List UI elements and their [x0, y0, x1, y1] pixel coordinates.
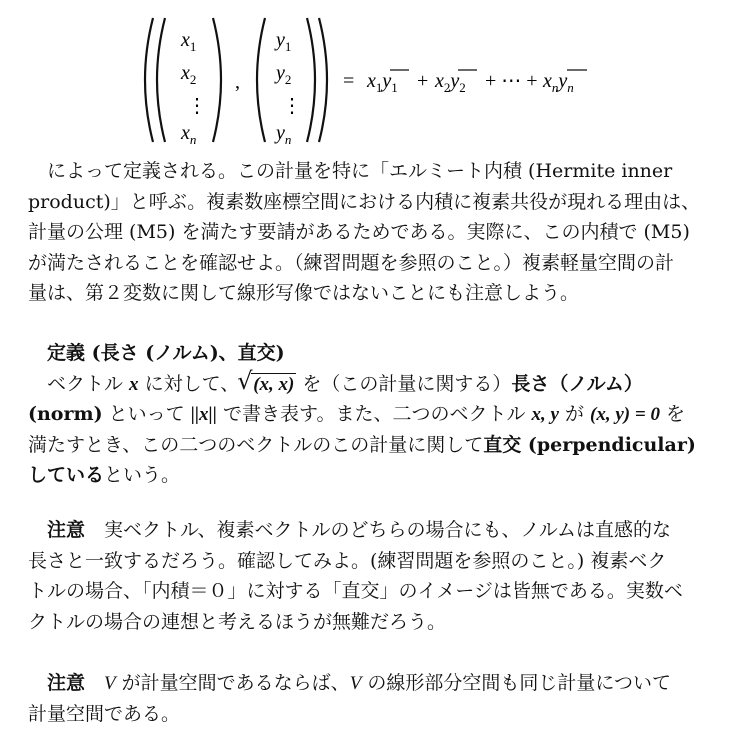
comma: ,	[235, 71, 240, 93]
para1-line-4: が満たされることを確認せよ。（練習問題を参照のこと。）複素軽量空間の計	[28, 251, 675, 274]
text: で書き表す。また、二つのベクトル	[216, 403, 532, 425]
text: が計量空間であるならば、	[115, 672, 350, 694]
definition-line-4	[28, 460, 712, 491]
note1-line-1	[28, 515, 712, 546]
term-shiteiru: している	[28, 464, 105, 486]
text: ベクトル	[47, 372, 130, 395]
x-entry-n: $x_n$	[181, 122, 197, 147]
para1-line-3: 計量の公理 (M5) を満たす要請があるためである。実際に、この内積で (M5)	[28, 221, 690, 243]
text: が	[558, 403, 591, 425]
inner-left-paren-x	[157, 18, 165, 142]
text: といって	[102, 403, 191, 425]
text: を（この計量に関する）	[296, 372, 512, 395]
text: 実ベクトル、複素ベクトルのどちらの場合にも、ノルムは直感的な	[104, 519, 671, 541]
sqrt-radicand: (x, x)	[253, 373, 295, 395]
math-xy: x, y	[531, 404, 559, 425]
x-vdots: ⋮	[187, 95, 207, 117]
note2-line-1	[28, 668, 712, 699]
note1-line-3: トルの場合、「内積＝０」に対する「直交」のイメージは皆無である。実数ベ	[28, 580, 683, 602]
plus-1: +	[417, 70, 429, 92]
definition-block	[28, 338, 712, 491]
y-entry-n: $y_n$	[276, 122, 292, 147]
math-inner-zero: (x, y) = 0	[590, 404, 660, 425]
term-norm: (norm)	[28, 403, 103, 425]
text: の線形部分空間も同じ計量について	[361, 672, 671, 694]
math-x: x	[129, 373, 139, 395]
definition-line-2	[28, 399, 712, 430]
inner-right-paren-x	[213, 18, 221, 142]
note-block-1	[28, 515, 712, 637]
outer-left-paren	[145, 18, 153, 142]
text: に対して、	[138, 372, 240, 395]
math-V: V	[349, 673, 362, 694]
term-xn-ynbar: $x_ny_n$	[543, 70, 574, 95]
math-norm: ||x||	[190, 404, 217, 425]
plus-dots-plus: + ⋯ +	[485, 70, 538, 92]
text: という。	[104, 464, 181, 486]
hermite-inner-product-formula	[135, 10, 655, 150]
term-x2-y2bar: $x_2y_2$	[435, 70, 466, 95]
equals-sign: =	[343, 70, 355, 92]
note2-line-2: 計量空間である。	[28, 702, 181, 725]
y-vdots: ⋮	[282, 95, 302, 117]
para1-line-2: product)」と呼ぶ。複素数座標空間における内積に複素共役が現れる理由は、	[28, 190, 701, 213]
para1-line-5: 量は、第２変数に関して線形写像ではないことにも注意しよう。	[28, 282, 580, 304]
formula-svg	[135, 10, 655, 150]
y-entry-1: $y_1$	[276, 29, 292, 54]
note1-line-2: 長さと一致するだろう。確認してみよ。(練習問題を参照のこと。) 複素ベク	[28, 549, 667, 572]
outer-right-paren	[319, 18, 327, 142]
definition-line-3	[28, 430, 712, 461]
paragraph-hermite-inner-product	[28, 156, 712, 309]
math-V: V	[104, 673, 116, 694]
term-length-norm: 長さ（ノルム）	[511, 372, 643, 395]
term-x1-y1bar: $x_1y_1$	[367, 70, 398, 95]
y-entry-2: $y_2$	[276, 62, 292, 87]
note1-line-4: クトルの場合の連想と考えるほうが無難だろう。	[28, 610, 447, 633]
definition-line-1	[28, 369, 712, 400]
text: を	[659, 403, 685, 425]
note-block-2	[28, 668, 712, 729]
term-perpendicular: 直交 (perpendicular)	[483, 433, 696, 456]
x-entry-2: $x_2$	[181, 62, 197, 87]
inner-right-paren-y	[307, 18, 315, 142]
definition-heading: 定義 (長さ (ノルム)、直交)	[47, 342, 285, 364]
note-label: 注意	[47, 672, 86, 694]
x-entry-1: $x_1$	[181, 29, 197, 54]
sqrt-expression	[239, 369, 296, 401]
note-label: 注意	[47, 519, 86, 541]
para1-line-1: によって定義される。この計量を特に「エルミート内積 (Hermite inner	[47, 160, 673, 182]
text: 満たすとき、この二つのベクトルのこの計量に関して	[28, 433, 484, 456]
inner-left-paren-y	[257, 18, 265, 142]
